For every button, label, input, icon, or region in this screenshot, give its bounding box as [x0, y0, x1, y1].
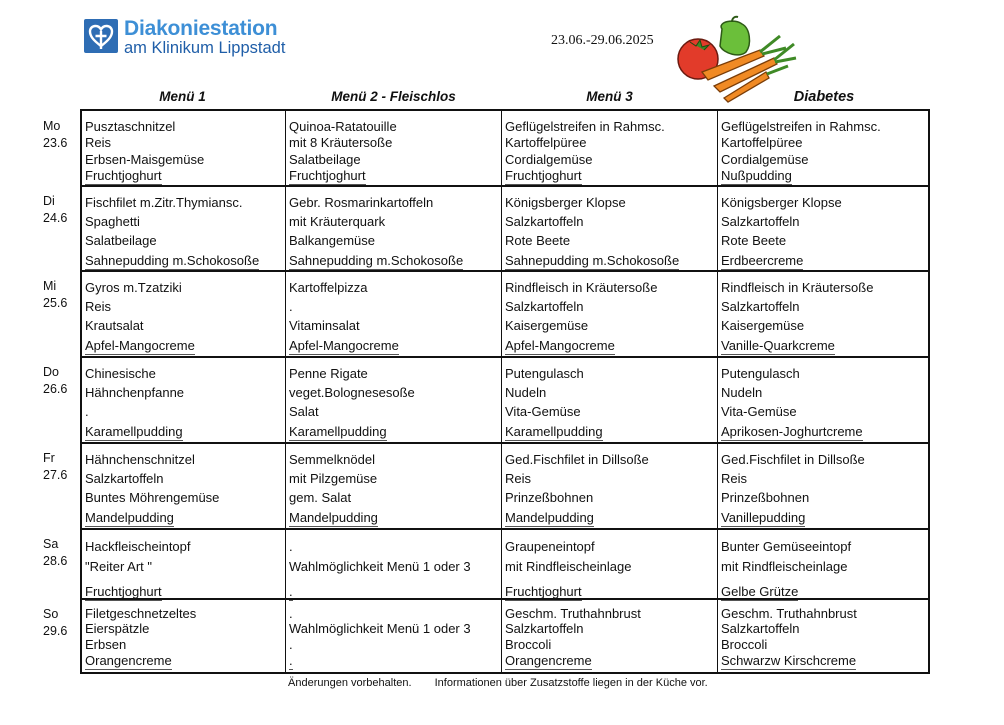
menu-item: Gyros m.Tzatziki	[85, 280, 182, 295]
menu-item: Hähnchenschnitzel	[85, 452, 195, 467]
dessert-item: Gelbe Grütze	[721, 584, 799, 599]
dessert-item: Vanillepudding	[721, 510, 806, 525]
dessert-item: Fruchtjoghurt	[85, 584, 162, 599]
menu-item: Bunter Gemüseeintopf	[721, 539, 852, 554]
menu-item: Königsberger Klopse	[721, 195, 842, 210]
menu-item: .	[85, 404, 89, 419]
dessert-item: .	[289, 584, 293, 599]
logo-subtitle: am Klinikum Lippstadt	[124, 39, 286, 57]
day-date: 27.6	[43, 468, 68, 482]
menu-item: Filetgeschnetzeltes	[85, 606, 197, 621]
menu-item: Prinzeßbohnen	[505, 490, 594, 505]
menu-item: Putengulasch	[721, 366, 800, 381]
day-date: 24.6	[43, 211, 68, 225]
dessert-item: Nußpudding	[721, 168, 792, 183]
menu-item: Rote Beete	[721, 233, 787, 248]
dessert-item: Orangencreme	[505, 653, 592, 668]
day-name: Do	[43, 365, 59, 379]
dessert-item: Vanille-Quarkcreme	[721, 338, 835, 353]
menu-item: Vita-Gemüse	[505, 404, 581, 419]
menu-item: Kaisergemüse	[505, 318, 589, 333]
menu-item: Quinoa-Ratatouille	[289, 119, 397, 134]
menu-item: Reis	[85, 135, 112, 150]
menu-item: Hackfleischeintopf	[85, 539, 191, 554]
menu-item: Vitaminsalat	[289, 318, 360, 333]
dessert-item: Apfel-Mangocreme	[505, 338, 615, 353]
day-label	[43, 536, 67, 570]
menu-item: Erbsen	[85, 637, 127, 652]
menu-item: mit Rindfleischeinlage	[505, 559, 632, 574]
day-label	[43, 450, 67, 484]
day-name: Sa	[43, 537, 59, 551]
row-divider	[82, 528, 928, 530]
logo	[84, 17, 304, 59]
menu-item: .	[289, 606, 293, 621]
menu-item: Ged.Fischfilet in Dillsoße	[721, 452, 865, 467]
day-name: Di	[43, 194, 55, 208]
menu-item: Spaghetti	[85, 214, 140, 229]
day-date: 26.6	[43, 382, 68, 396]
menu-item: Königsberger Klopse	[505, 195, 626, 210]
menu-item: Hähnchenpfanne	[85, 385, 185, 400]
day-date: 28.6	[43, 554, 68, 568]
day-date: 29.6	[43, 624, 68, 638]
day-name: So	[43, 607, 59, 621]
dessert-item: Sahnepudding m.Schokosoße	[85, 253, 260, 268]
dessert-item: .	[289, 653, 293, 668]
dessert-item: Fruchtjoghurt	[85, 168, 162, 183]
row-divider	[82, 442, 928, 444]
menu-item: Buntes Möhrengemüse	[85, 490, 220, 505]
menu-item: .	[289, 299, 293, 314]
menu-item: Kaisergemüse	[721, 318, 805, 333]
menu-item: Rindfleisch in Kräutersoße	[505, 280, 658, 295]
menu-item: Nudeln	[721, 385, 763, 400]
day-label	[43, 606, 67, 640]
dessert-item: Erdbeercreme	[721, 253, 804, 268]
day-label	[43, 193, 67, 227]
dessert-item: Fruchtjoghurt	[505, 584, 582, 599]
dessert-item: Sahnepudding m.Schokosoße	[289, 253, 464, 268]
menu-item: Vita-Gemüse	[721, 404, 797, 419]
column-header-menu-3: Menü 3	[586, 89, 633, 104]
menu-item: Ged.Fischfilet in Dillsoße	[505, 452, 649, 467]
menu-item: Gebr. Rosmarinkartoffeln	[289, 195, 434, 210]
menu-item: Fischfilet m.Zitr.Thymiansc.	[85, 195, 243, 210]
dessert-item: Karamellpudding	[289, 424, 387, 439]
day-date: 25.6	[43, 296, 68, 310]
footer-changes-note: Änderungen vorbehalten.	[288, 677, 412, 689]
dessert-item: Schwarzw Kirschcreme	[721, 653, 857, 668]
menu-item: Broccoli	[721, 637, 768, 652]
column-header-diabetes: Diabetes	[793, 89, 855, 105]
day-name: Fr	[43, 451, 55, 465]
menu-item: mit Pilzgemüse	[289, 471, 378, 486]
dessert-item: Mandelpudding	[85, 510, 174, 525]
footer-additives-note: Informationen über Zusatzstoffe liegen in der Küche vor.	[434, 677, 708, 689]
menu-item: mit 8 Kräutersoße	[289, 135, 393, 150]
menu-item: .	[289, 637, 293, 652]
menu-item: Chinesische	[85, 366, 156, 381]
day-date: 23.6	[43, 136, 68, 150]
heart-cross-logo-icon	[84, 19, 118, 53]
menu-item: Cordialgemüse	[721, 152, 809, 167]
menu-item: Semmelknödel	[289, 452, 375, 467]
menu-item: Geschm. Truthahnbrust	[505, 606, 641, 621]
menu-item: Broccoli	[505, 637, 552, 652]
menu-item: mit Rindfleischeinlage	[721, 559, 848, 574]
menu-item: Salzkartoffeln	[721, 299, 800, 314]
footer-note	[288, 677, 728, 689]
row-divider	[82, 356, 928, 358]
menu-item: Erbsen-Maisgemüse	[85, 152, 205, 167]
menu-item: Wahlmöglichkeit Menü 1 oder 3	[289, 621, 471, 636]
menu-item: gem. Salat	[289, 490, 352, 505]
menu-item: Nudeln	[505, 385, 547, 400]
menu-item: Wahlmöglichkeit Menü 1 oder 3	[289, 559, 471, 574]
dessert-item: Sahnepudding m.Schokosoße	[505, 253, 680, 268]
menu-item: Geflügelstreifen in Rahmsc.	[721, 119, 881, 134]
menu-item: Salzkartoffeln	[721, 214, 800, 229]
dessert-item: Orangencreme	[85, 653, 172, 668]
menu-item: Geflügelstreifen in Rahmsc.	[505, 119, 665, 134]
day-label	[43, 364, 67, 398]
menu-item: Kartoffelpizza	[289, 280, 368, 295]
dessert-item: Aprikosen-Joghurtcreme	[721, 424, 863, 439]
menu-item: Reis	[721, 471, 748, 486]
dessert-item: Fruchtjoghurt	[289, 168, 366, 183]
dessert-item: Mandelpudding	[505, 510, 594, 525]
menu-item: Rindfleisch in Kräutersoße	[721, 280, 874, 295]
menu-item: Salzkartoffeln	[505, 621, 584, 636]
logo-title: Diakoniestation	[124, 17, 278, 40]
menu-item: Kartoffelpüree	[505, 135, 587, 150]
menu-item: Penne Rigate	[289, 366, 368, 381]
dessert-item: Apfel-Mangocreme	[289, 338, 399, 353]
menu-item: Cordialgemüse	[505, 152, 593, 167]
dessert-item: Karamellpudding	[85, 424, 183, 439]
menu-item: Pusztaschnitzel	[85, 119, 176, 134]
dessert-item: Karamellpudding	[505, 424, 603, 439]
column-header-menu-2: Menü 2 - Fleischlos	[331, 89, 456, 104]
menu-item: Salzkartoffeln	[505, 299, 584, 314]
menu-item: Salzkartoffeln	[721, 621, 800, 636]
dessert-item: Apfel-Mangocreme	[85, 338, 195, 353]
date-range: 23.06.-29.06.2025	[551, 33, 654, 48]
menu-item: .	[289, 539, 293, 554]
dessert-item: Fruchtjoghurt	[505, 168, 582, 183]
menu-item: Graupeneintopf	[505, 539, 595, 554]
menu-item: Prinzeßbohnen	[721, 490, 810, 505]
menu-item: Putengulasch	[505, 366, 584, 381]
day-name: Mo	[43, 119, 61, 133]
menu-item: veget.Bolognesesoße	[289, 385, 415, 400]
menu-item: Salzkartoffeln	[505, 214, 584, 229]
menu-item: Salat	[289, 404, 319, 419]
day-name: Mi	[43, 279, 57, 293]
menu-item: Rote Beete	[505, 233, 571, 248]
menu-item: Salatbeilage	[85, 233, 157, 248]
row-divider	[82, 270, 928, 272]
menu-table	[80, 109, 930, 674]
menu-item: Salatbeilage	[289, 152, 361, 167]
menu-item: Salzkartoffeln	[85, 471, 164, 486]
menu-item: Reis	[85, 299, 112, 314]
menu-item: Balkangemüse	[289, 233, 375, 248]
menu-item: Geschm. Truthahnbrust	[721, 606, 857, 621]
day-label	[43, 118, 67, 152]
menu-item: Kartoffelpüree	[721, 135, 803, 150]
day-label	[43, 278, 67, 312]
menu-item: Reis	[505, 471, 532, 486]
column-header-menu-1: Menü 1	[159, 89, 206, 104]
menu-item: "Reiter Art "	[85, 559, 153, 574]
menu-item: Krautsalat	[85, 318, 144, 333]
menu-item: Eierspätzle	[85, 621, 150, 636]
menu-item: mit Kräuterquark	[289, 214, 386, 229]
row-divider	[82, 185, 928, 187]
dessert-item: Mandelpudding	[289, 510, 378, 525]
